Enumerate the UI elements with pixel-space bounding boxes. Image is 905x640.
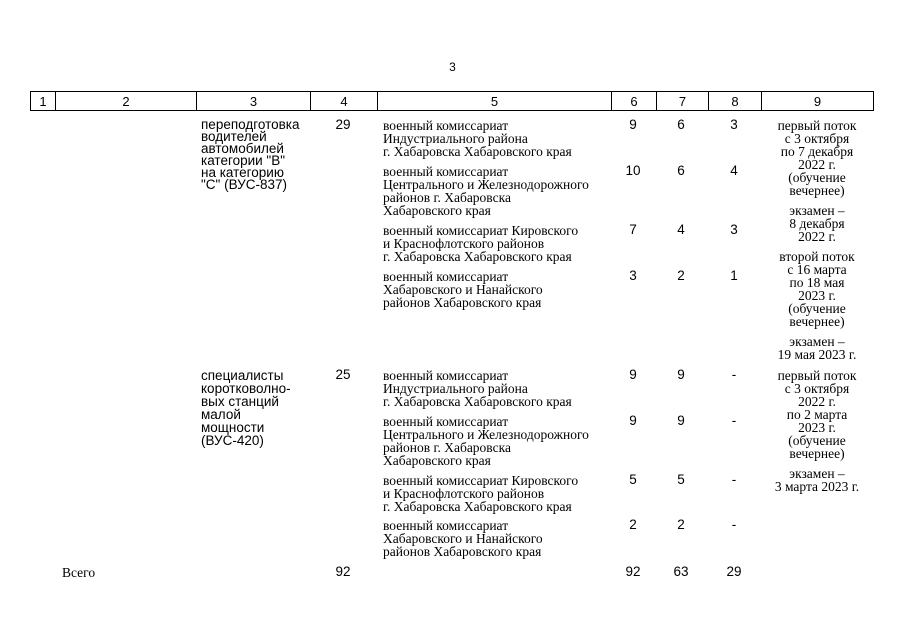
schedule-line: с 3 октября bbox=[784, 381, 850, 396]
value-cell: 9 bbox=[629, 117, 637, 132]
value-cell: 2 bbox=[629, 517, 637, 532]
schedule-line: экзамен – bbox=[789, 203, 845, 218]
value-cell: 1 bbox=[730, 268, 738, 283]
value-cell: 5 bbox=[629, 472, 637, 487]
office-cell bbox=[383, 224, 611, 263]
schedule-line: (обучение bbox=[788, 433, 846, 448]
schedule-block bbox=[763, 335, 871, 361]
value-cell: 2 bbox=[677, 268, 685, 283]
total-col7: 63 bbox=[673, 564, 689, 579]
page-number: 3 bbox=[449, 60, 456, 74]
schedule-line: с 16 марта bbox=[787, 262, 847, 277]
schedule-line: первый поток bbox=[777, 118, 857, 133]
header-col-4: 4 bbox=[311, 92, 378, 111]
office-line: районов Хабаровского края bbox=[383, 295, 542, 310]
office-line: г. Хабаровска Хабаровского края bbox=[383, 144, 572, 159]
specialty-line: на категорию bbox=[201, 165, 284, 180]
value-cell: 3 bbox=[629, 268, 637, 283]
office-line: г. Хабаровска Хабаровского края bbox=[383, 394, 572, 409]
office-line: районов г. Хабаровска bbox=[383, 190, 511, 205]
value-cell: 7 bbox=[629, 222, 637, 237]
office-cell bbox=[383, 474, 611, 513]
office-line: военный комиссариат bbox=[383, 368, 509, 383]
specialty-line: автомобилей bbox=[201, 141, 284, 156]
schedule-block bbox=[763, 467, 871, 493]
office-line: военный комиссариат bbox=[383, 518, 509, 533]
specialty-line: (ВУС-420) bbox=[201, 433, 264, 448]
schedule-line: по 18 мая bbox=[789, 275, 845, 290]
schedule-line: второй поток bbox=[779, 249, 855, 264]
office-line: Центрального и Железнодорожного bbox=[383, 427, 589, 442]
specialty-cell bbox=[201, 119, 313, 191]
schedule-line: 3 марта 2023 г. bbox=[774, 479, 860, 494]
header-col-9: 9 bbox=[762, 92, 874, 111]
office-cell bbox=[383, 519, 611, 558]
schedule-block bbox=[763, 250, 871, 328]
header-col-8: 8 bbox=[709, 92, 762, 111]
office-line: военный комиссариат bbox=[383, 164, 509, 179]
specialty-line: "С" (ВУС-837) bbox=[201, 177, 287, 192]
value-cell: 4 bbox=[677, 222, 685, 237]
specialty-cell bbox=[201, 369, 313, 447]
value-cell: 2 bbox=[677, 517, 685, 532]
value-cell: 9 bbox=[677, 367, 685, 382]
header-col-1: 1 bbox=[31, 92, 56, 111]
office-line: военный комиссариат bbox=[383, 414, 509, 429]
schedule-block bbox=[763, 119, 871, 197]
specialty-line: категории "В" bbox=[201, 153, 286, 168]
office-cell bbox=[383, 270, 611, 309]
schedule-line: экзамен – bbox=[789, 466, 845, 481]
column-header-row bbox=[30, 91, 874, 111]
specialty-line: переподготовка bbox=[201, 117, 300, 132]
value-cell: 4 bbox=[730, 163, 738, 178]
header-col-2: 2 bbox=[56, 92, 197, 111]
schedule-line: экзамен – bbox=[789, 334, 845, 349]
total-count: 92 bbox=[335, 564, 351, 579]
office-line: Хабаровского края bbox=[383, 453, 491, 468]
specialty-line: мощности bbox=[201, 420, 265, 435]
value-cell: 3 bbox=[730, 117, 738, 132]
office-line: Индустриального района bbox=[383, 131, 528, 146]
specialty-line: коротковолно- bbox=[201, 381, 291, 396]
value-cell: 9 bbox=[677, 413, 685, 428]
office-line: Центрального и Железнодорожного bbox=[383, 177, 589, 192]
office-cell bbox=[383, 369, 611, 408]
schedule-block bbox=[763, 204, 871, 243]
value-cell: 9 bbox=[629, 413, 637, 428]
schedule-line: первый поток bbox=[777, 368, 857, 383]
header-col-5: 5 bbox=[378, 92, 612, 111]
value-cell: 6 bbox=[677, 117, 685, 132]
schedule-line: 8 декабря bbox=[789, 216, 845, 231]
office-line: г. Хабаровска Хабаровского края bbox=[383, 249, 572, 264]
schedule-line: по 2 марта bbox=[786, 407, 848, 422]
schedule-line: 2022 г. bbox=[798, 229, 836, 244]
schedule-line: 19 мая 2023 г. bbox=[777, 347, 857, 362]
value-cell: - bbox=[731, 413, 737, 428]
schedule-line: 2022 г. bbox=[798, 394, 836, 409]
schedule-block bbox=[763, 369, 871, 460]
header-col-3: 3 bbox=[197, 92, 311, 111]
schedule-line: вечернее) bbox=[789, 183, 845, 198]
specialty-line: специалисты bbox=[201, 368, 284, 383]
total-label: Всего bbox=[62, 565, 96, 580]
office-cell bbox=[383, 415, 611, 467]
total-col6: 92 bbox=[625, 564, 641, 579]
schedule-line: по 7 декабря bbox=[780, 144, 854, 159]
value-cell: - bbox=[731, 367, 737, 382]
office-line: военный комиссариат bbox=[383, 118, 509, 133]
schedule-line: (обучение bbox=[788, 170, 846, 185]
office-line: военный комиссариат bbox=[383, 269, 509, 284]
value-cell: 9 bbox=[629, 367, 637, 382]
value-cell: 6 bbox=[677, 163, 685, 178]
header-col-6: 6 bbox=[612, 92, 657, 111]
count-cell: 29 bbox=[335, 117, 351, 132]
value-cell: 10 bbox=[625, 163, 641, 178]
office-line: Хабаровского края bbox=[383, 203, 491, 218]
schedule-line: 2023 г. bbox=[798, 288, 836, 303]
office-line: и Краснофлотского районов bbox=[383, 486, 545, 501]
office-line: Хабаровского и Нанайского bbox=[383, 531, 543, 546]
specialty-line: водителей bbox=[201, 129, 267, 144]
schedule-line: 2023 г. bbox=[798, 420, 836, 435]
total-col8: 29 bbox=[726, 564, 742, 579]
office-line: Индустриального района bbox=[383, 381, 528, 396]
schedule-line: с 3 октября bbox=[784, 131, 850, 146]
office-line: военный комиссариат Кировского bbox=[383, 473, 579, 488]
value-cell: 3 bbox=[730, 222, 738, 237]
office-line: Хабаровского и Нанайского bbox=[383, 282, 543, 297]
value-cell: 5 bbox=[677, 472, 685, 487]
value-cell: - bbox=[731, 517, 737, 532]
office-cell bbox=[383, 119, 611, 158]
schedule-line: (обучение bbox=[788, 301, 846, 316]
office-line: районов г. Хабаровска bbox=[383, 440, 511, 455]
schedule-line: вечернее) bbox=[789, 314, 845, 329]
office-cell bbox=[383, 165, 611, 217]
header-col-7: 7 bbox=[657, 92, 709, 111]
specialty-line: вых станций bbox=[201, 394, 279, 409]
schedule-line: 2022 г. bbox=[798, 157, 836, 172]
office-line: г. Хабаровска Хабаровского края bbox=[383, 499, 572, 514]
office-line: районов Хабаровского края bbox=[383, 544, 542, 559]
count-cell: 25 bbox=[335, 367, 351, 382]
office-line: военный комиссариат Кировского bbox=[383, 223, 579, 238]
office-line: и Краснофлотского районов bbox=[383, 236, 545, 251]
value-cell: - bbox=[731, 472, 737, 487]
schedule-line: вечернее) bbox=[789, 446, 845, 461]
specialty-line: малой bbox=[201, 407, 241, 422]
